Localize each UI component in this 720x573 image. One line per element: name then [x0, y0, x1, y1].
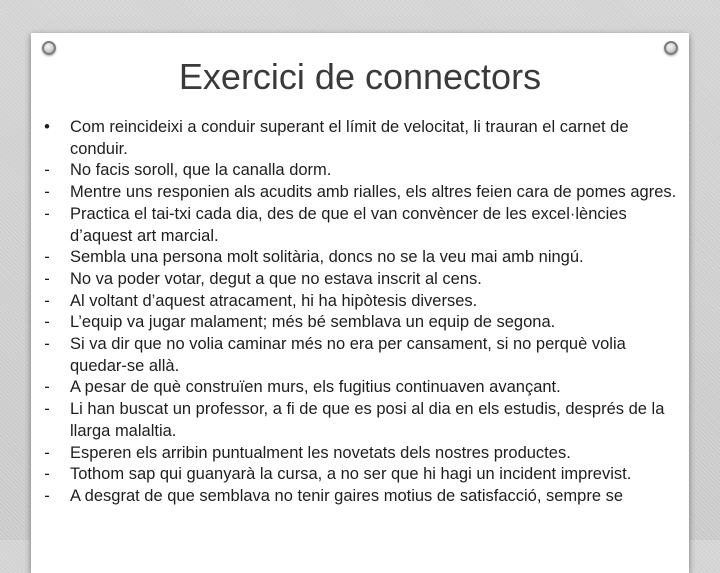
exercise-list: [44, 117, 685, 508]
bullet-marker: -: [44, 248, 50, 267]
exercise-text: Tothom sap qui guanyarà la cursa, a no ser que hi hagi un incident imprevist.: [70, 465, 632, 484]
bullet-marker: -: [44, 443, 50, 462]
bullet-marker: -: [44, 204, 50, 223]
bullet-marker: -: [44, 291, 50, 310]
bullet-marker: -: [44, 335, 50, 354]
exercise-item: [44, 204, 685, 247]
exercise-item: [44, 377, 685, 399]
exercise-text: Esperen els arribin puntualment les novetats dels nostres productes.: [70, 443, 571, 462]
bullet-marker: -: [44, 378, 50, 397]
bullet-marker: -: [44, 269, 50, 288]
exercise-text: Com reincideixi a conduir superant el límit de velocitat, li trauran el carnet de conduir.: [70, 118, 629, 158]
bullet-marker: -: [44, 161, 50, 180]
exercise-item: [44, 312, 685, 334]
bullet-marker: -: [44, 486, 50, 505]
exercise-item: [44, 117, 685, 160]
exercise-item: [44, 160, 685, 182]
exercise-text: No facis soroll, que la canalla dorm.: [70, 161, 332, 180]
exercise-item: [44, 399, 685, 442]
exercise-text: Si va dir que no volia caminar més no era per cansament, si no perquè volia quedar-se allà.: [70, 335, 626, 375]
exercise-item: [44, 269, 685, 291]
exercise-text: Al voltant d’aquest atracament, hi ha hipòtesis diverses.: [70, 291, 478, 310]
bullet-marker: -: [44, 313, 50, 332]
pushpin-right-icon: [664, 41, 678, 55]
exercise-item: [44, 334, 685, 377]
pushpin-left-icon: [42, 41, 56, 55]
bullet-marker: -: [44, 183, 50, 202]
bullet-marker: •: [44, 118, 50, 136]
exercise-text: Li han buscat un professor, a fi de que es posi al dia en els estudis, després de la llarga malaltia.: [70, 400, 665, 440]
slide-card: [31, 33, 689, 573]
exercise-text: L’equip va jugar malament; més bé semblava un equip de segona.: [70, 313, 556, 332]
exercise-item: [44, 486, 685, 508]
exercise-text: A pesar de què construïen murs, els fugitius continuaven avançant.: [70, 378, 561, 397]
exercise-item: [44, 291, 685, 313]
exercise-text: Mentre uns responien als acudits amb rialles, els altres feien cara de pomes agres.: [70, 183, 677, 202]
exercise-item: [44, 464, 685, 486]
exercise-text: Practica el tai-txi cada dia, des de que el van convèncer de les excel·lències d’aquest art marcial.: [70, 204, 627, 245]
exercise-item: [44, 247, 685, 269]
bullet-marker: -: [44, 400, 50, 419]
exercise-text: Sembla una persona molt solitària, doncs no se la veu mai amb ningú.: [70, 248, 584, 267]
exercise-item: [44, 443, 685, 465]
exercise-text: No va poder votar, degut a que no estava inscrit al cens.: [70, 269, 482, 288]
exercise-text: A desgrat de que semblava no tenir gaires motius de satisfacció, sempre se: [70, 486, 624, 505]
bullet-marker: -: [44, 465, 50, 484]
slide-title: Exercici de connectors: [178, 56, 542, 97]
exercise-item: [44, 182, 685, 204]
